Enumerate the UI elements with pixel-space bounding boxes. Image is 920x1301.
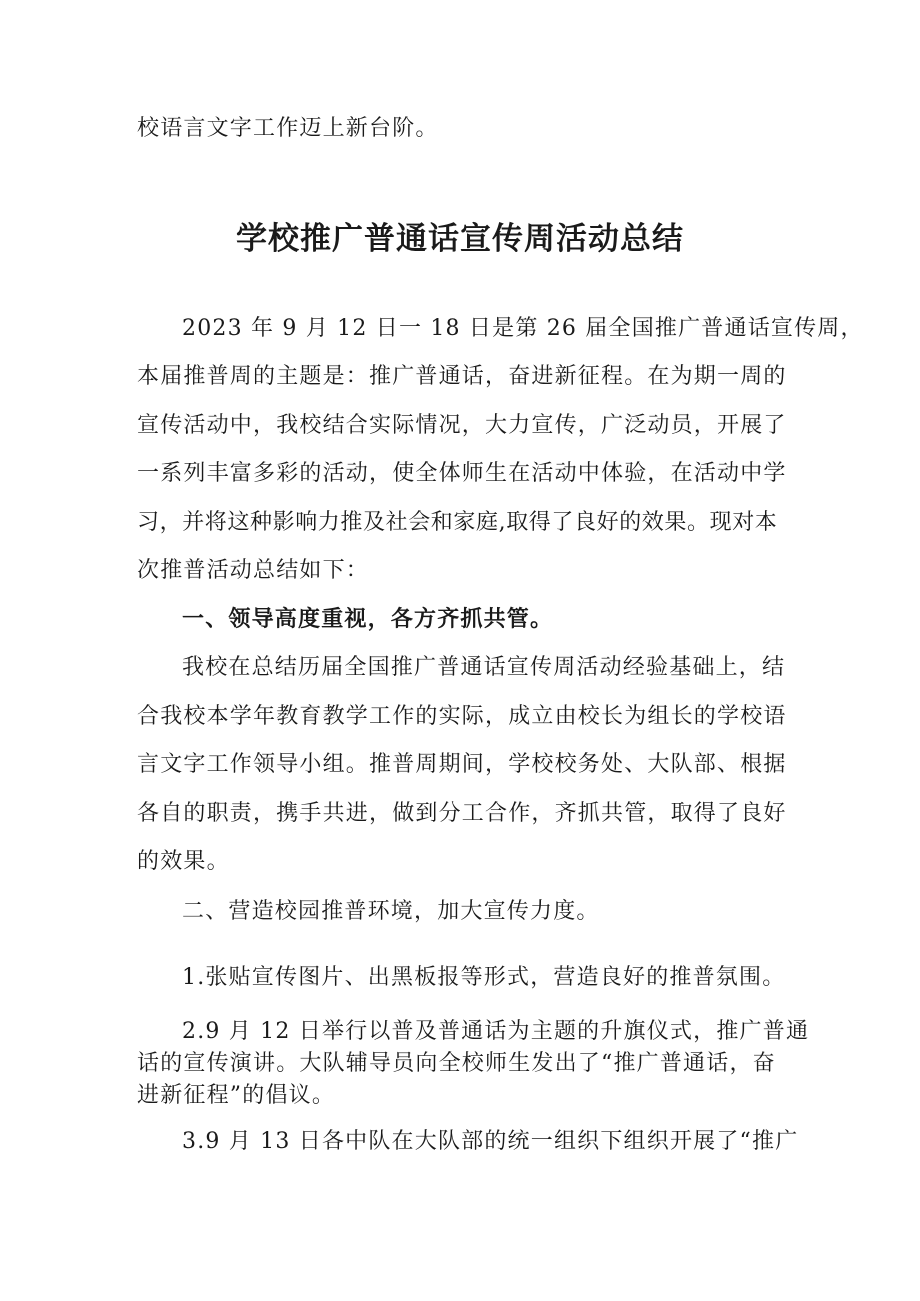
section1-line: 言文字工作领导小组。推普周期间，学校校务处、大队部、根据	[137, 752, 787, 777]
intro-line: 本届推普周的主题是：推广普通话，奋进新征程。在为期一周的	[137, 364, 787, 389]
intro-line: 宣传活动中，我校结合实际情况，大力宣传，广泛动员，开展了	[137, 413, 787, 438]
section1-line: 的效果。	[137, 849, 230, 874]
intro-line: 次推普活动总结如下：	[137, 558, 370, 583]
list-item-2-line: 2.9 月 12 日举行以普及普通话为主题的升旗仪式，推广普通	[182, 1019, 810, 1044]
section1-line: 我校在总结历届全国推广普通话宣传周活动经验基础上，结	[182, 655, 786, 680]
carryover-line: 校语言文字工作迈上新台阶。	[137, 116, 439, 141]
section1-line: 各自的职责，携手共进，做到分工合作，齐抓共管，取得了良好	[137, 801, 787, 826]
intro-line: 2023 年 9 月 12 日一 18 日是第 26 届全国推广普通话宣传周，	[182, 316, 864, 341]
intro-line: 习，并将这种影响力推及社会和家庭,取得了良好的效果。现对本	[137, 510, 778, 535]
section-heading-2: 二、营造校园推普环境，加大宣传力度。	[182, 899, 600, 924]
section-heading-1: 一、领导高度重视，各方齐抓共管。	[182, 607, 554, 632]
document-title: 学校推广普通话宣传周活动总结	[236, 221, 684, 257]
list-item-2-line: 进新征程”的倡议。	[137, 1083, 336, 1108]
section1-line: 合我校本学年教育教学工作的实际，成立由校长为组长的学校语	[137, 704, 787, 729]
intro-line: 一系列丰富多彩的活动，使全体师生在活动中体验，在活动中学	[137, 461, 787, 486]
list-item-2-line: 话的宣传演讲。大队辅导员向全校师生发出了“推广普通话，奋	[137, 1051, 776, 1076]
list-item-3: 3.9 月 13 日各中队在大队部的统一组织下组织开展了“推广	[182, 1129, 799, 1154]
list-item-1: 1.张贴宣传图片、出黑板报等形式，营造良好的推普氛围。	[182, 965, 786, 990]
